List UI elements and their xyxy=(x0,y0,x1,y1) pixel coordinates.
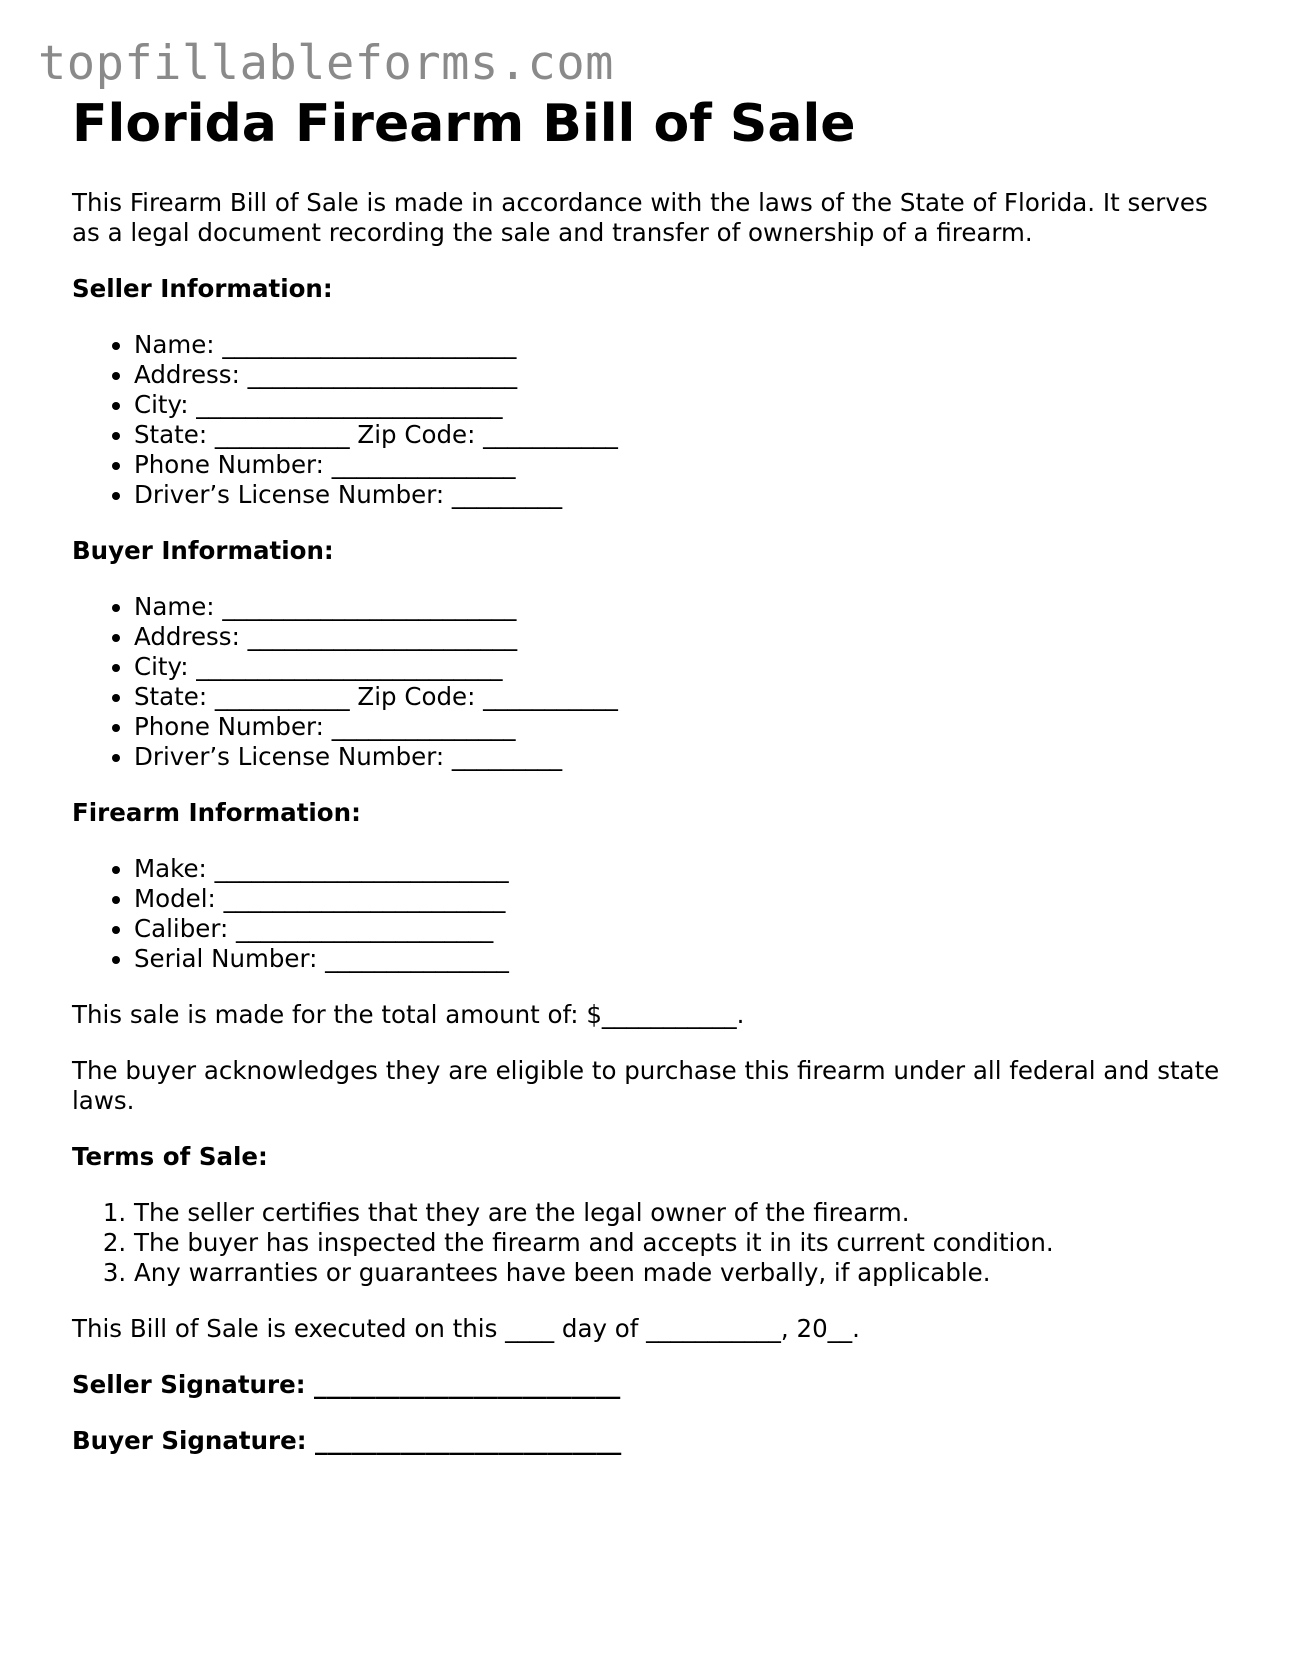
seller-name-field[interactable]: • Name: ________________________ xyxy=(134,330,1222,360)
firearm-caliber-field[interactable]: • Caliber: _____________________ xyxy=(134,914,1222,944)
terms-section-heading: Terms of Sale: xyxy=(72,1142,268,1171)
eligibility-paragraph: The buyer acknowledges they are eligible to purchase this firearm under all federal and state laws. xyxy=(72,1056,1220,1115)
buyer-address-field[interactable]: • Address: ______________________ xyxy=(134,622,1222,652)
firearm-model-field[interactable]: • Model: _______________________ xyxy=(134,884,1222,914)
buyer-state-zip-field[interactable]: • State: ___________ Zip Code: ___________ xyxy=(134,682,1222,712)
firearm-fields-list xyxy=(72,854,1222,974)
buyer-city-field[interactable]: • City: _________________________ xyxy=(134,652,1222,682)
terms-item: 3. Any warranties or guarantees have been made verbally, if applicable. xyxy=(134,1258,1222,1288)
seller-city-field[interactable]: • City: _________________________ xyxy=(134,390,1222,420)
seller-phone-field[interactable]: • Phone Number: _______________ xyxy=(134,450,1222,480)
firearm-make-field[interactable]: • Make: ________________________ xyxy=(134,854,1222,884)
buyer-name-field[interactable]: • Name: ________________________ xyxy=(134,592,1222,622)
seller-section-heading: Seller Information: xyxy=(72,274,333,303)
execution-date-line[interactable]: This Bill of Sale is executed on this ____ day of ___________, 20__. xyxy=(72,1314,860,1343)
site-watermark: topfillableforms.com xyxy=(38,36,614,91)
buyer-section-heading: Buyer Information: xyxy=(72,536,334,565)
document-body xyxy=(72,92,1222,1456)
seller-address-field[interactable]: • Address: ______________________ xyxy=(134,360,1222,390)
seller-signature-line[interactable]: Seller Signature: _________________________ xyxy=(72,1370,621,1399)
firearm-serial-field[interactable]: • Serial Number: _______________ xyxy=(134,944,1222,974)
seller-fields-list xyxy=(72,330,1222,510)
intro-paragraph: This Firearm Bill of Sale is made in accordance with the laws of the State of Florida. It serves as a legal document recording the sale and transfer of ownership of a firearm. xyxy=(72,188,1208,247)
terms-item: 1. The seller certifies that they are the legal owner of the firearm. xyxy=(134,1198,1222,1228)
page-title: Florida Firearm Bill of Sale xyxy=(72,94,856,154)
seller-state-zip-field[interactable]: • State: ___________ Zip Code: ___________ xyxy=(134,420,1222,450)
seller-license-field[interactable]: • Driver’s License Number: _________ xyxy=(134,480,1222,510)
firearm-section-heading: Firearm Information: xyxy=(72,798,361,827)
buyer-phone-field[interactable]: • Phone Number: _______________ xyxy=(134,712,1222,742)
terms-list xyxy=(72,1198,1222,1288)
terms-item: 2. The buyer has inspected the firearm and accepts it in its current condition. xyxy=(134,1228,1222,1258)
buyer-fields-list xyxy=(72,592,1222,772)
sale-amount-line[interactable]: This sale is made for the total amount of: $___________. xyxy=(72,1000,745,1029)
buyer-license-field[interactable]: • Driver’s License Number: _________ xyxy=(134,742,1222,772)
buyer-signature-line[interactable]: Buyer Signature: _________________________ xyxy=(72,1426,622,1455)
